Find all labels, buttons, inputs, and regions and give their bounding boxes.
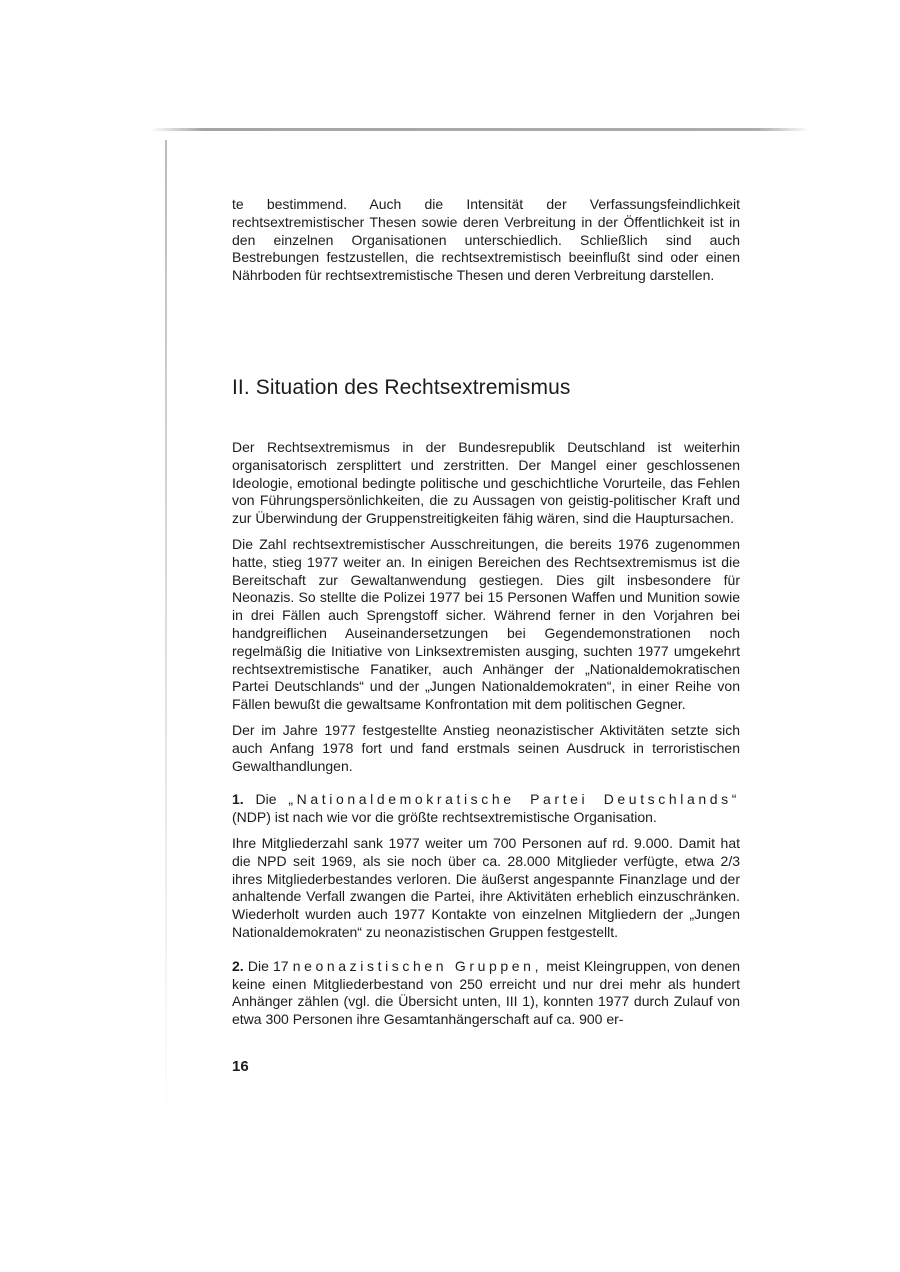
section-heading: II. Situation des Rechtsextremismus	[232, 375, 571, 399]
item-1-lead: Die	[255, 791, 277, 808]
item-1-number: 1.	[232, 791, 244, 808]
document-page	[232, 196, 740, 1037]
item-1-rest: (NDP) ist nach wie vor die größte rechtsextremistische Organisation.	[232, 809, 657, 826]
scan-shadow-top	[150, 128, 810, 131]
paragraph-overview: Der Rechtsextremismus in der Bundesrepublik Deutschland ist weiterhin organisatorisch zersplittert und zerstritten. Der Mangel einer geschlossenen Ideologie, emotional bedingte politische und geschichtliche Vorurteile, das Fehlen von Führungspersönlichkeiten, die zu Aussagen von geistig-politischer Kraft und zur Überwindung der Gruppenstreitigkeiten fähig wären, sind die Hauptursachen.	[232, 438, 740, 527]
item-1-title: „Nationaldemokratische Partei Deutschlands“	[288, 791, 740, 808]
paragraph-1978: Der im Jahre 1977 festgestellte Anstieg neonazistischer Aktivitäten setzte sich auch Anfang 1978 fort und fand erstmals seinen Ausdruck in terroristischen Gewalthandlungen.	[232, 721, 740, 774]
item-1-heading	[232, 791, 740, 827]
page-number: 16	[232, 1058, 249, 1075]
intro-paragraph: te bestimmend. Auch die Intensität der Verfassungsfeindlichkeit rechtsextremistischer Thesen sowie deren Verbreitung in der Öffentlichkeit ist in den einzelnen Organisationen unterschiedlich. Schließlich sind auch Bestrebungen festzustellen, die rechtsextremistisch beeinflußt sind oder einen Nährboden für rechtsextremistische Thesen und deren Verbreitung darstellen.	[232, 196, 740, 284]
paragraph-violence: Die Zahl rechtsextremistischer Ausschreitungen, die bereits 1976 zugenommen hatte, stieg 1977 weiter an. In einigen Bereichen des Rechtsextremismus ist die Bereitschaft zur Gewaltanwendung gestiegen. Dies gilt insbesondere für Neonazis. So stellte die Polizei 1977 bei 15 Personen Waffen und Munition sowie in drei Fällen auch Sprengstoff sicher. Während ferner in den Vorjahren bei handgreiflichen Auseinandersetzungen bei Gegendemonstrationen noch regelmäßig die Initiative von Linksextremisten ausging, suchten 1977 umgekehrt rechtsextremistische Fanatiker, auch Anhänger der „Nationaldemokratischen Partei Deutschlands“ und der „Jungen Nationaldemokraten“, in einer Reihe von Fällen bewußt die gewaltsame Konfrontation mit dem politischen Gegner.	[232, 535, 740, 713]
item-2-number: 2.	[232, 957, 244, 974]
item-1-paragraph: Ihre Mitgliederzahl sank 1977 weiter um 700 Personen auf rd. 9.000. Damit hat die NPD seit 1969, als sie noch über ca. 28.000 Mitglieder verfügte, etwa 2/3 ihres Mitgliederbestandes verloren. Die äußerst angespannte Finanzlage und der anhaltende Verfall zwangen die Partei, ihre Aktivitäten erheblich einzuschränken. Wiederholt wurden auch 1977 Kontakte von einzelnen Mitgliedern der „Jungen Nationaldemokraten“ zu neonazistischen Gruppen festgestellt.	[232, 834, 740, 940]
item-2-heading	[232, 958, 740, 1029]
item-2-title: neonazistischen Gruppen,	[292, 957, 543, 974]
scan-shadow-left	[165, 140, 167, 1135]
item-2-lead: Die 17	[247, 957, 289, 974]
item-2-rest: meist Kleingruppen, von denen keine einen Mitgliederbestand von 250 erreicht und nur drei mehr als hundert Anhänger zählen (vgl. die Übersicht unten, III 1), konnten 1977 durch Zulauf von etwa 300 Personen ihre Gesamtanhängerschaft auf ca. 900 er-	[232, 957, 741, 1028]
